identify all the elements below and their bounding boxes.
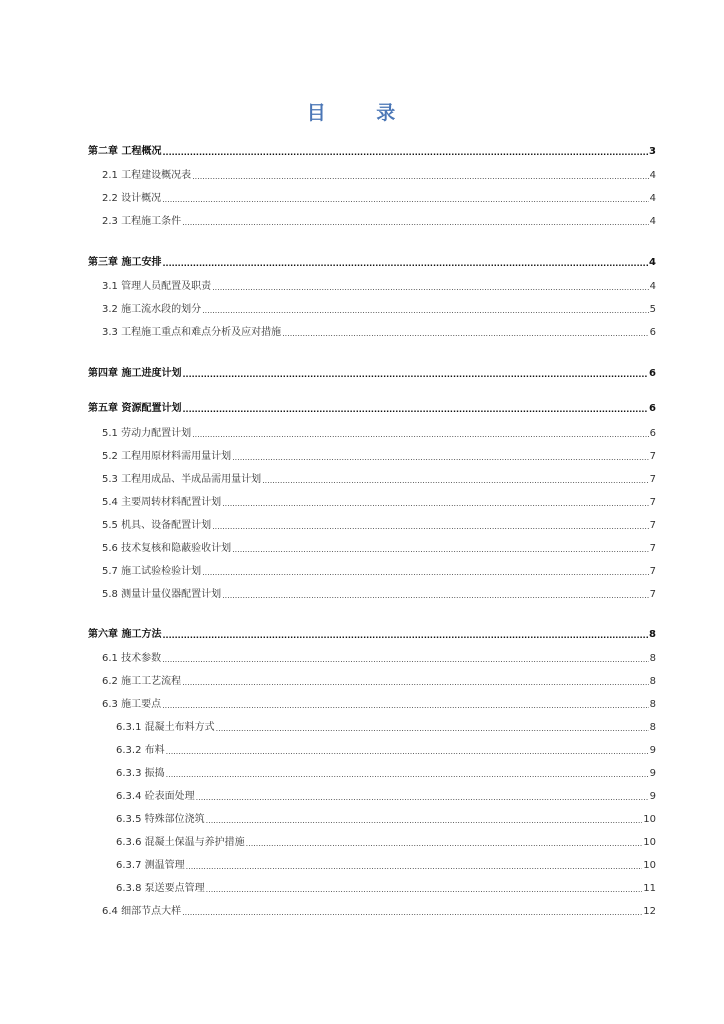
toc-entry[interactable] <box>102 189 656 205</box>
toc-entry-page: 4 <box>649 193 656 204</box>
toc-entry[interactable] <box>102 447 656 463</box>
toc-entry-page: 5 <box>649 304 656 315</box>
toc-entry-page: 7 <box>649 566 656 577</box>
toc-entry-page: 10 <box>643 814 656 825</box>
toc-leader-dots <box>212 281 649 293</box>
toc-leader-dots <box>206 814 643 826</box>
toc-entry[interactable] <box>116 764 656 780</box>
toc-leader-dots <box>212 520 649 532</box>
toc-entry-label: 6.1 技术参数 <box>102 653 162 664</box>
toc-entry-page: 8 <box>649 699 656 710</box>
toc-entry[interactable] <box>116 810 656 826</box>
toc-leader-dots <box>232 543 649 555</box>
toc-entry-label: 2.3 工程施工条件 <box>102 216 182 227</box>
toc-entry[interactable] <box>116 879 656 895</box>
toc-entry[interactable] <box>116 787 656 803</box>
toc-entry-label: 6.3.5 特殊部位浇筑 <box>116 814 205 825</box>
toc-entry-page: 10 <box>643 860 656 871</box>
toc-entry-label: 2.2 设计概况 <box>102 193 162 204</box>
toc-entry-label: 5.3 工程用成品、半成品需用量计划 <box>102 474 262 485</box>
toc-leader-dots <box>192 428 649 440</box>
toc-leader-dots <box>262 474 649 486</box>
toc-entry-page: 9 <box>649 768 656 779</box>
toc-leader-dots <box>162 629 648 641</box>
toc-leader-dots <box>192 170 649 182</box>
toc-leader-dots <box>186 860 643 872</box>
toc-entry-label: 5.5 机具、设备配置计划 <box>102 520 212 531</box>
toc-entry[interactable] <box>102 300 656 316</box>
toc-entry-page: 11 <box>643 883 656 894</box>
toc-entry[interactable] <box>116 718 656 734</box>
toc-entry-label: 5.2 工程用原材料需用量计划 <box>102 451 232 462</box>
toc-entry[interactable] <box>102 424 656 440</box>
toc-entry-label: 3.3 工程施工重点和难点分析及应对措施 <box>102 327 282 338</box>
toc-entry-page: 8 <box>649 653 656 664</box>
toc-entry[interactable] <box>102 212 656 228</box>
toc-leader-dots <box>232 451 649 463</box>
toc-entry[interactable] <box>102 277 656 293</box>
toc-entry-label: 6.3.8 泵送要点管理 <box>116 883 205 894</box>
toc-entry[interactable] <box>116 741 656 757</box>
toc-entry[interactable] <box>116 856 656 872</box>
toc-leader-dots <box>182 216 649 228</box>
toc-leader-dots <box>182 906 642 918</box>
toc-entry-label: 6.4 细部节点大样 <box>102 906 182 917</box>
toc-entry[interactable] <box>102 562 656 578</box>
toc-leader-dots <box>206 883 643 895</box>
toc-entry[interactable] <box>102 470 656 486</box>
toc-entry-page: 10 <box>643 837 656 848</box>
toc-leader-dots <box>216 722 649 734</box>
toc-entry[interactable] <box>88 364 656 380</box>
toc-leader-dots <box>162 257 648 269</box>
toc-leader-dots <box>196 791 649 803</box>
toc-entry-label: 6.3.7 测温管理 <box>116 860 185 871</box>
toc-entry-page: 7 <box>649 543 656 554</box>
toc-entry[interactable] <box>102 166 656 182</box>
toc-entry[interactable] <box>102 649 656 665</box>
toc-entry-label: 6.3 施工要点 <box>102 699 162 710</box>
toc-entry[interactable] <box>102 585 656 601</box>
toc-entry[interactable] <box>102 516 656 532</box>
toc-entry-page: 6 <box>649 403 656 414</box>
toc-entry-page: 7 <box>649 474 656 485</box>
toc-entry[interactable] <box>102 695 656 711</box>
toc-leader-dots <box>182 368 648 380</box>
toc-entry-label: 6.3.4 砼表面处理 <box>116 791 195 802</box>
toc-leader-dots <box>162 699 649 711</box>
toc-entry-label: 5.4 主要周转材料配置计划 <box>102 497 222 508</box>
toc-entry-label: 5.6 技术复核和隐蔽验收计划 <box>102 543 232 554</box>
toc-entry[interactable] <box>102 672 656 688</box>
toc-entry-page: 9 <box>649 791 656 802</box>
toc-entry-page: 8 <box>649 722 656 733</box>
toc-entry-label: 第四章 施工进度计划 <box>88 368 182 379</box>
toc-entry-page: 3 <box>649 146 656 157</box>
toc-entry-label: 3.2 施工流水段的划分 <box>102 304 202 315</box>
toc-entry-page: 4 <box>649 281 656 292</box>
toc-entry-label: 5.7 施工试验检验计划 <box>102 566 202 577</box>
toc-entry[interactable] <box>88 625 656 641</box>
toc-entry-page: 8 <box>649 629 656 640</box>
toc-entry-label: 2.1 工程建设概况表 <box>102 170 192 181</box>
toc-leader-dots <box>162 193 649 205</box>
toc-entry-page: 4 <box>649 257 656 268</box>
toc-entry-page: 6 <box>649 428 656 439</box>
toc-entry-label: 5.1 劳动力配置计划 <box>102 428 192 439</box>
toc-entry-label: 第五章 资源配置计划 <box>88 403 182 414</box>
toc-entry-label: 6.2 施工工艺流程 <box>102 676 182 687</box>
toc-leader-dots <box>166 768 649 780</box>
toc-leader-dots <box>202 566 649 578</box>
toc-leader-dots <box>202 304 649 316</box>
toc-entry-page: 8 <box>649 676 656 687</box>
toc-entry-page: 7 <box>649 589 656 600</box>
toc-entry-label: 第二章 工程概况 <box>88 146 162 157</box>
toc-entry[interactable] <box>88 253 656 269</box>
toc-entry-page: 6 <box>649 368 656 379</box>
toc-entry-label: 6.3.1 混凝土布料方式 <box>116 722 215 733</box>
toc-entry-page: 12 <box>643 906 656 917</box>
toc-entry-page: 7 <box>649 451 656 462</box>
toc-leader-dots <box>162 146 648 158</box>
toc-leader-dots <box>246 837 643 849</box>
toc-entry[interactable] <box>88 142 656 158</box>
toc-entry-page: 4 <box>649 170 656 181</box>
toc-entry[interactable] <box>102 323 656 339</box>
toc-leader-dots <box>222 497 649 509</box>
toc-leader-dots <box>182 403 648 415</box>
toc-entry[interactable] <box>116 833 656 849</box>
toc-leader-dots <box>282 327 649 339</box>
toc-entry-page: 7 <box>649 520 656 531</box>
toc-entry[interactable] <box>102 902 656 918</box>
toc-entry[interactable] <box>102 539 656 555</box>
toc-entry[interactable] <box>88 399 656 415</box>
toc-entry-label: 5.8 测量计量仪器配置计划 <box>102 589 222 600</box>
toc-entry-label: 6.3.6 混凝土保温与养护措施 <box>116 837 245 848</box>
toc-leader-dots <box>162 653 649 665</box>
toc-entry-label: 6.3.3 振捣 <box>116 768 165 779</box>
toc-title: 目 录 <box>306 102 418 124</box>
toc-entry-page: 4 <box>649 216 656 227</box>
toc-leader-dots <box>182 676 649 688</box>
toc-entry-page: 9 <box>649 745 656 756</box>
toc-entry-label: 3.1 管理人员配置及职责 <box>102 281 212 292</box>
toc-leader-dots <box>166 745 649 757</box>
toc-entry[interactable] <box>102 493 656 509</box>
toc-entry-page: 7 <box>649 497 656 508</box>
toc-leader-dots <box>222 589 649 601</box>
toc-entry-page: 6 <box>649 327 656 338</box>
toc-entry-label: 6.3.2 布料 <box>116 745 165 756</box>
toc-entry-label: 第三章 施工安排 <box>88 257 162 268</box>
toc-entry-label: 第六章 施工方法 <box>88 629 162 640</box>
